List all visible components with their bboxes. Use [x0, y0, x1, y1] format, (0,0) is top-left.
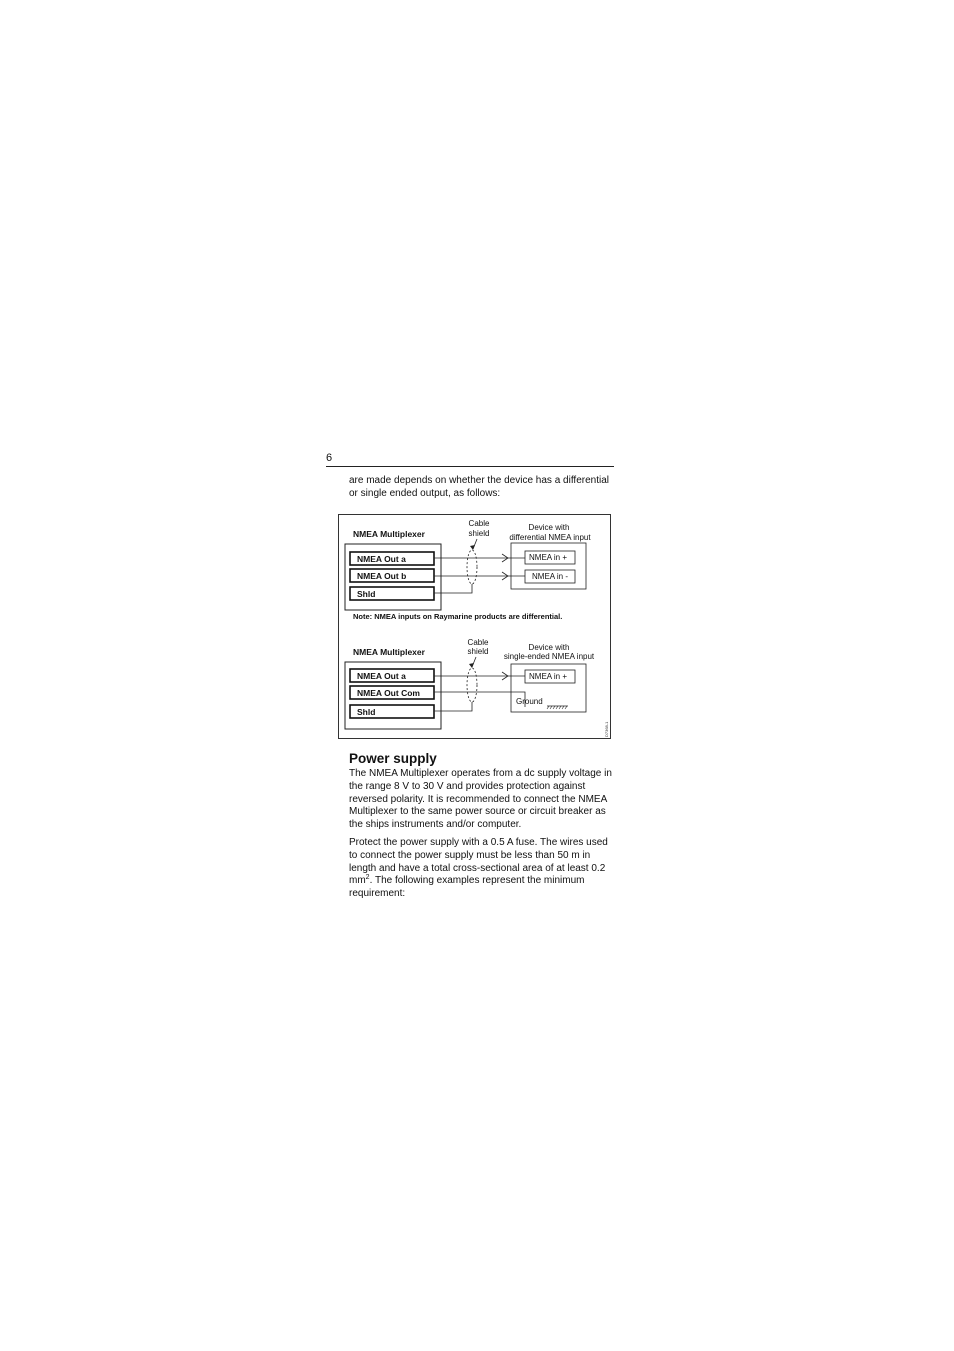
top-device-in-plus-label: NMEA in + — [529, 553, 568, 562]
bottom-device-in-plus-label: NMEA in + — [529, 672, 568, 681]
para2-text-start: Protect the power supply with a 0.5 A fuse. The wires used to connect the power supply must be less than 50 m in length and have a total cross-sectional area of at least 0.2 mm — [349, 837, 608, 887]
bottom-shield-drain — [434, 702, 472, 711]
top-shield-label-2: shield — [468, 529, 490, 538]
bottom-device-title-1: Device with — [528, 643, 570, 652]
top-terminal-out-b-label: NMEA Out b — [357, 571, 407, 581]
figure-code: D7368-1 — [604, 721, 609, 737]
diagram-note: Note: NMEA inputs on Raymarine products are differential. — [353, 612, 563, 621]
bottom-shield-label-2: shield — [467, 647, 489, 656]
top-device-in-minus-label: NMEA in - — [532, 572, 569, 581]
page-number: 6 — [326, 452, 333, 464]
top-terminal-out-a-label: NMEA Out a — [357, 554, 406, 564]
bottom-shield-label-1: Cable — [467, 638, 489, 647]
bottom-terminal-out-com-label: NMEA Out Com — [357, 688, 420, 698]
bottom-mux-title: NMEA Multiplexer — [353, 647, 425, 657]
top-shield-label-1: Cable — [468, 519, 490, 528]
para2-text-end: . The following examples represent the minimum requirement: — [349, 875, 585, 900]
bottom-device-title-2: single-ended NMEA input — [503, 652, 595, 661]
ground-symbol-icon — [547, 706, 567, 709]
bottom-terminal-out-a-label: NMEA Out a — [357, 671, 406, 681]
top-mux-title: NMEA Multiplexer — [353, 529, 425, 539]
top-shield-arrowhead — [470, 545, 475, 550]
top-device-title-2: differential NMEA input — [509, 533, 591, 542]
para2-superscript: 2 — [365, 874, 370, 882]
wiring-diagram-svg — [339, 515, 612, 740]
top-terminal-shld-label: Shld — [357, 589, 376, 599]
bottom-cable-shield — [467, 668, 477, 702]
header-rule — [326, 466, 614, 467]
intro-paragraph: are made depends on whether the device has a differential or single ended output, as follows: — [349, 475, 609, 499]
bottom-terminal-shld-label: Shld — [357, 707, 376, 717]
section-title: Power supply — [349, 751, 437, 766]
power-supply-paragraph-2 — [349, 837, 613, 901]
bottom-ground-label: Ground — [516, 697, 543, 706]
power-supply-paragraph-1: The NMEA Multiplexer operates from a dc supply voltage in the range 8 V to 30 V and provides protection against reversed polarity. It is recommended to connect the NMEA Multiplexer to the same power source or circuit breaker as the ships instruments and/or computer. — [349, 768, 612, 831]
top-device-title-1: Device with — [528, 523, 570, 532]
wiring-diagram — [338, 514, 611, 739]
top-shield-drain — [434, 584, 472, 593]
top-cable-shield — [467, 550, 477, 584]
bottom-shield-arrowhead — [469, 663, 474, 668]
